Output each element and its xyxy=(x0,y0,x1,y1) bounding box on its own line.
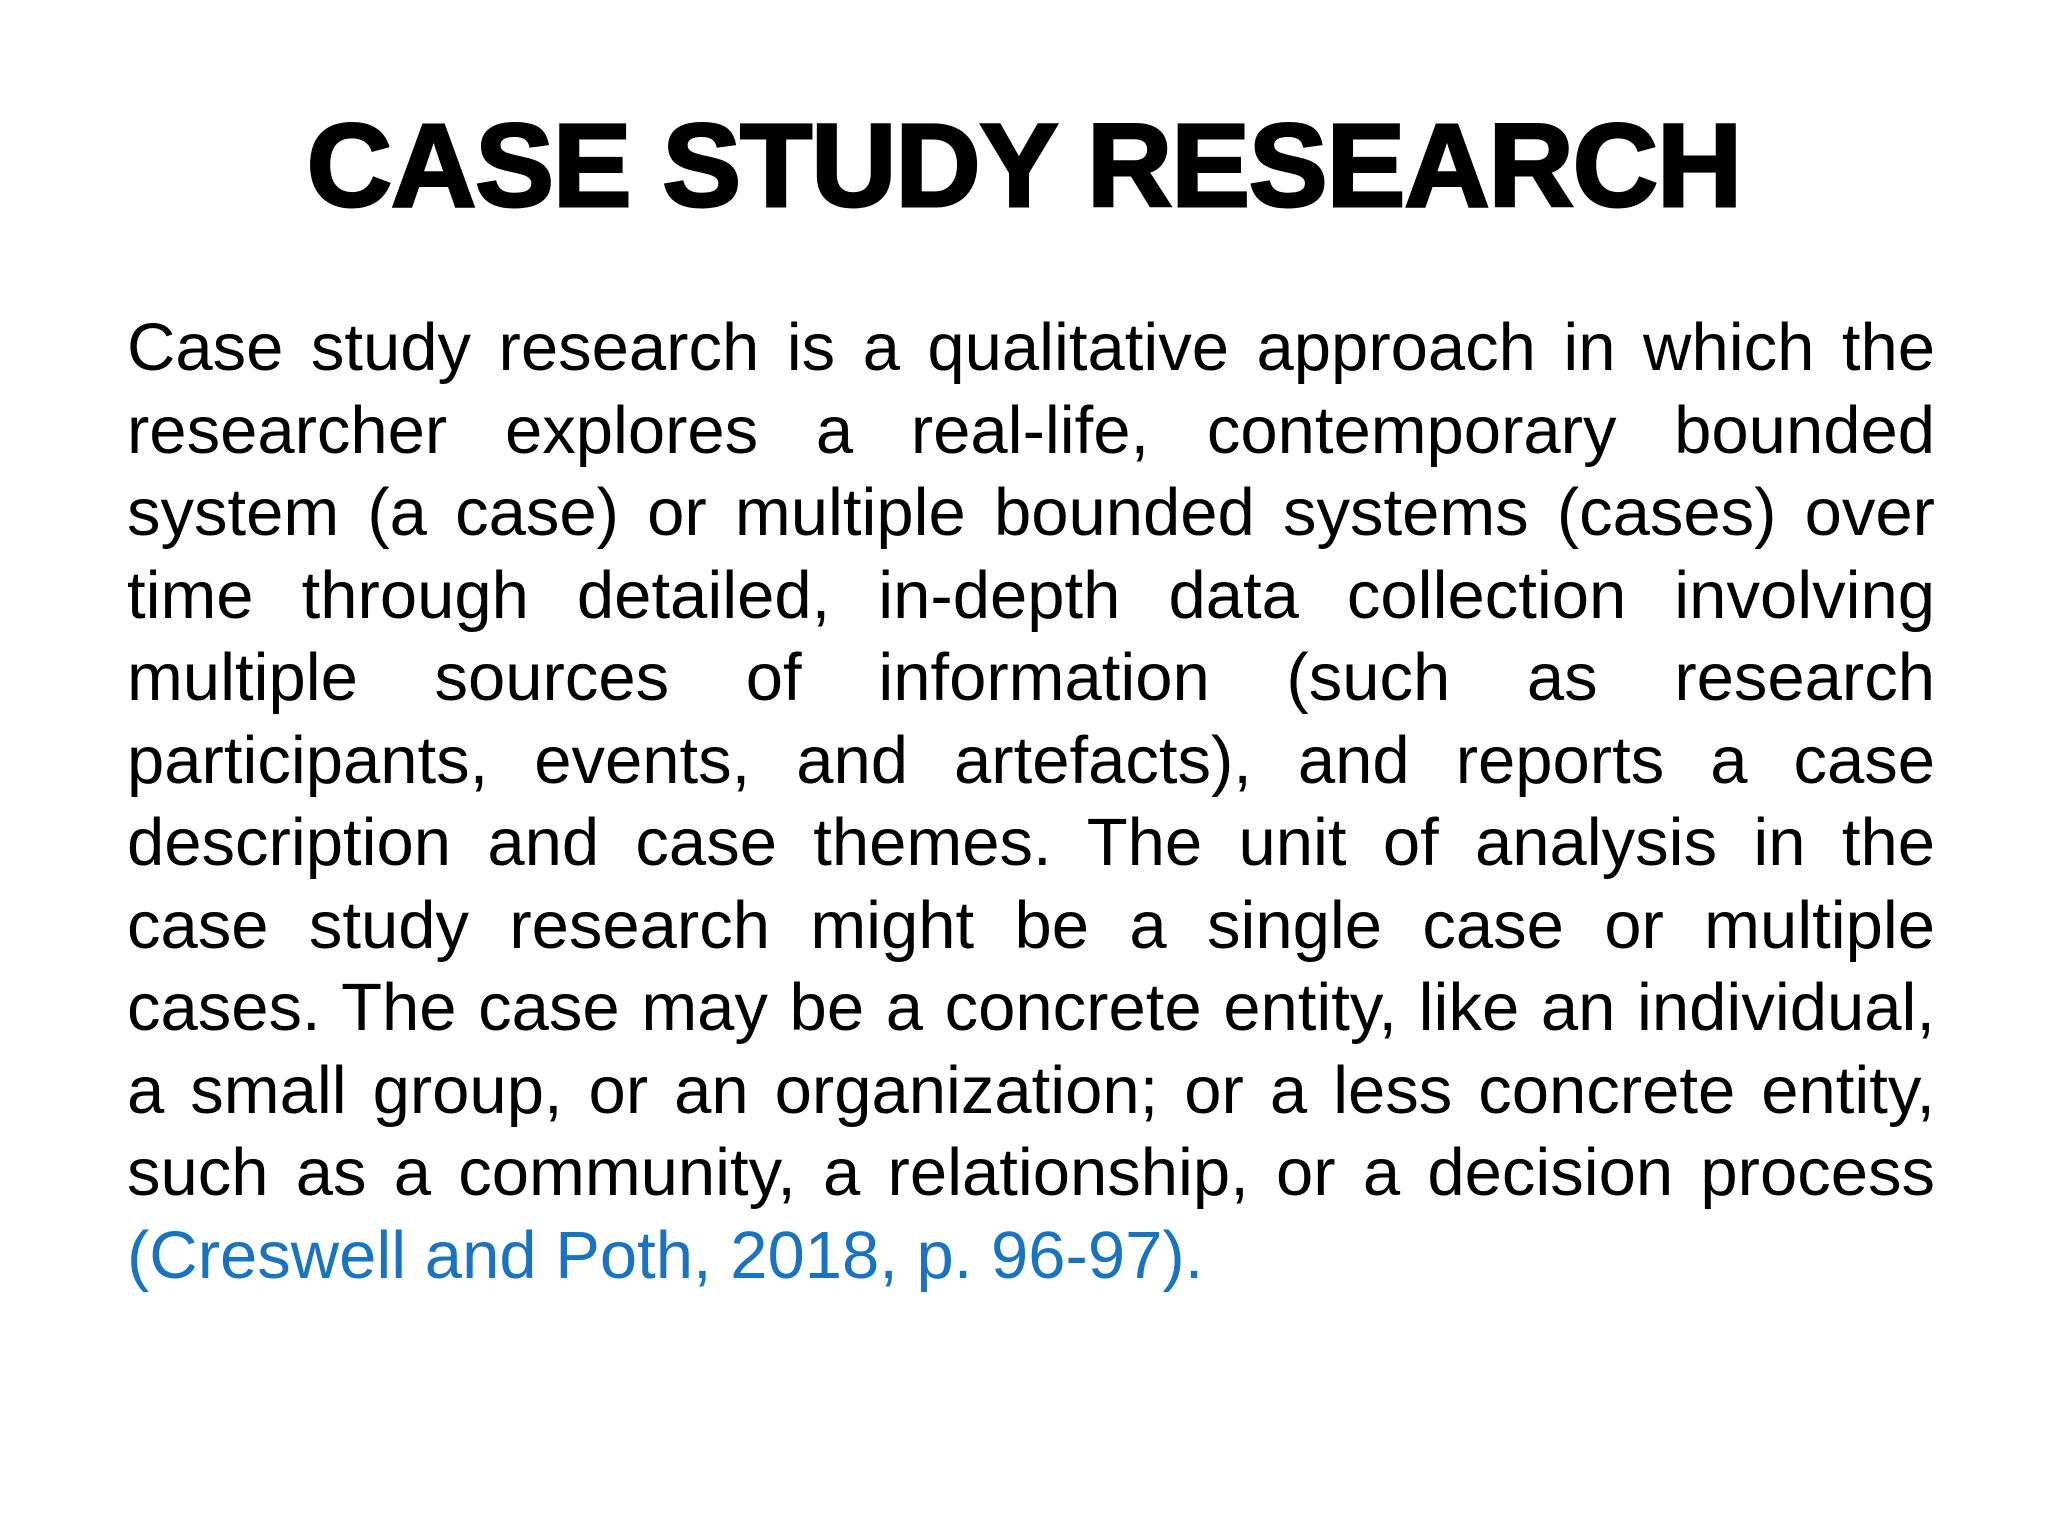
slide-title: CASE STUDY RESEARCH xyxy=(306,100,1742,232)
body-text: Case study research is a qualitative approach in which the researcher explores a real-life, contemporary bounded system (a case) or multiple bounded systems (cases) over time through detailed, in-depth data collection involving multiple sources of information (such as research participants, events, and artefacts), and reports a case description and case themes. The unit of analysis in the case study research might be a single case or multiple cases. The case may be a concrete entity, like an individual, a small group, or an organization; or a less concrete entity, such as a community, a relationship, or a decision process xyxy=(127,310,1935,1210)
citation: (Creswell and Poth, 2018, p. 96-97). xyxy=(127,1217,1204,1293)
slide-body-paragraph xyxy=(127,307,1935,1297)
